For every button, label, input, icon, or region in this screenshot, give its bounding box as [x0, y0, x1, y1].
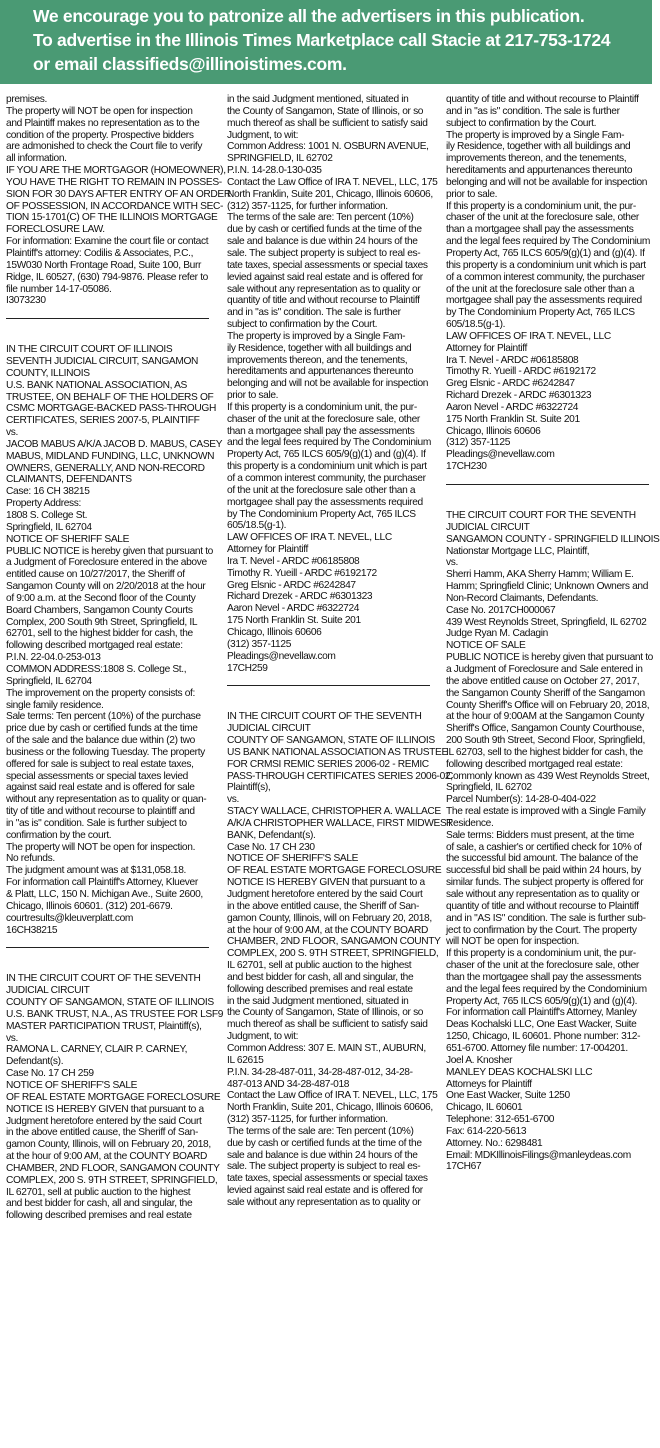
- notice-line: ily Residence, together with all buildings and: [227, 342, 412, 354]
- notice-line: of sale, a cashier's or certified check for 10% of: [446, 841, 642, 853]
- notice-line: Parcel Number(s): 14-28-0-404-022: [446, 794, 596, 806]
- notice-line: condition of the property. Prospective bidders: [6, 129, 194, 141]
- notice-line: A/K/A CHRISTOPHER WALLACE, FIRST MIDWEST: [227, 817, 453, 829]
- notice-line: COMPLEX, 200 S. 9TH STREET, SPRINGFIELD,: [6, 1174, 218, 1186]
- notice-line: U.S. BANK NATIONAL ASSOCIATION, AS: [6, 379, 187, 391]
- notice-line: sale without any representation as to quality or: [227, 283, 421, 295]
- notice-line: PUBLIC NOTICE is hereby given that pursuant to: [6, 545, 213, 557]
- notice-line: COUNTY OF SANGAMON, STATE OF ILLINOIS: [6, 997, 214, 1009]
- notice-line: of a common interest community, the purchaser: [227, 473, 426, 484]
- notice-line: levied against said real estate and is offered for: [227, 271, 423, 283]
- notice-line: of 9:00 a.m. at the Second floor of the County: [6, 592, 196, 604]
- notice-line: Defendant(s).: [6, 1056, 64, 1068]
- notice-line: Judgment heretofore entered by the said Court: [6, 1115, 202, 1127]
- notice-line: OWNERS, GENERALLY, AND NON-RECORD: [6, 462, 205, 474]
- notice-line: U.S. BANK TRUST, N.A., AS TRUSTEE FOR LSF9: [6, 1008, 224, 1020]
- notice-line: Plaintiff(s),: [227, 782, 271, 794]
- notice-line: Ira T. Nevel - ARDC #06185808: [446, 354, 579, 366]
- notice-line: Attorneys for Plaintiff: [446, 1078, 532, 1090]
- notice-line: hereditaments and appurtenances thereunto: [227, 366, 414, 378]
- banner-line: or email classifieds@illinoistimes.com.: [33, 54, 347, 74]
- notice-line: sale without any representation as to quality or: [227, 1196, 421, 1208]
- notice-line: a Judgment of Foreclosure entered in the above: [6, 557, 207, 569]
- notice-line: Residence.: [446, 817, 494, 829]
- notice-line: Timothy R. Yueill - ARDC #6192172: [446, 366, 596, 378]
- notice-line: Non-Record Claimants, Defendants.: [446, 592, 599, 604]
- notice-line: The judgment amount was at $131,058.18.: [6, 865, 187, 877]
- notice-line: & Platt, LLC, 150 N. Michigan Ave., Suite 2600,: [6, 889, 203, 900]
- notice-line: JACOB MABUS A/K/A JACOB D. MABUS, CASEY: [6, 438, 223, 450]
- notice-line: due by cash or certified funds at the time of the: [227, 1137, 422, 1149]
- notice-line: tate taxes, special assessments or special taxes: [227, 259, 428, 271]
- notice-line: No refunds.: [6, 853, 55, 865]
- notice-line: RAMONA L. CARNEY, CLAIR P. CARNEY,: [6, 1044, 188, 1056]
- notice-line: SPRINGFIELD, IL 62702: [227, 153, 333, 165]
- notice-line: following described premises and real estate: [227, 983, 413, 995]
- notice-line: will NOT be open for inspection.: [446, 936, 580, 948]
- notice-line: chaser of the unit at the foreclosure sale, other: [227, 413, 420, 425]
- notice-line: confirmation by the court.: [6, 829, 112, 841]
- notice-line: without any representation as to quality or quan-: [6, 794, 207, 806]
- notice-line: single family residence.: [6, 699, 104, 711]
- notice-line: against said real estate and is offered for sale: [6, 782, 195, 794]
- notice-line: than a mortgagee shall pay the assessments: [446, 224, 634, 236]
- notice-line: vs.: [6, 427, 18, 439]
- notice-line: IN THE CIRCUIT COURT OF THE SEVENTH: [6, 973, 201, 985]
- column-1: [6, 94, 231, 1448]
- notice-line: belonging and will not be available for inspection: [227, 378, 429, 390]
- notice-line: 200 South 9th Street, Second Floor, Springfield,: [446, 735, 645, 747]
- notice-line: gamon County, Illinois, will on February 20, 2018,: [6, 1139, 211, 1151]
- notice-line: Chicago, Illinois 60601. (312) 201-6679.: [6, 900, 173, 912]
- notice-line: OF REAL ESTATE MORTGAGE FORECLOSURE: [6, 1091, 221, 1103]
- notice-line: Chicago, Illinois 60606: [446, 425, 541, 437]
- notice-line: than the mortgagee shall pay the assessments: [446, 971, 642, 983]
- notice-line: Email: MDKIllinoisFilings@manleydeas.com: [446, 1149, 631, 1161]
- notice-line: price due by cash or certified funds at the time: [6, 723, 198, 735]
- notice-line: the above entitled cause on October 27, 2017,: [446, 675, 640, 687]
- notice-line: Fax: 614-220-5613: [446, 1125, 527, 1137]
- notice-line: Deas Kochalski LLC, One East Wacker, Suite: [446, 1019, 637, 1031]
- notice-line: mortgagee shall pay the assessments required: [446, 295, 642, 307]
- notice-line: chaser of the unit at the foreclosure sale, other: [446, 212, 639, 224]
- notice-line: and Plaintiff makes no representation as to the: [6, 117, 200, 129]
- notice-line: PASS-THROUGH CERTIFICATES SERIES 2006-02,: [227, 770, 453, 782]
- notice-line: of the unit at the foreclosure sale other than a: [446, 283, 635, 295]
- notice-line: 17CH230: [446, 461, 487, 473]
- notice-line: TRUSTEE, ON BEHALF OF THE HOLDERS OF: [6, 391, 214, 403]
- notice-line: belonging and will not be available for inspection: [446, 176, 648, 188]
- legal-notice: [6, 344, 223, 936]
- notice-line: in the said Judgment mentioned, situated in: [227, 94, 409, 105]
- notice-line: One East Wacker, Suite 1250: [446, 1090, 570, 1102]
- notice-line: IN THE CIRCUIT COURT OF ILLINOIS: [6, 344, 173, 356]
- notice-line: IN THE CIRCUIT COURT OF THE SEVENTH: [227, 711, 422, 723]
- notice-line: in the above entitled cause, the Sheriff of San-: [227, 900, 419, 912]
- notice-line: 17CH259: [227, 662, 268, 674]
- notice-line: ily Residence, together with all buildings and: [446, 141, 631, 153]
- notice-line: Board Chambers, Sangamon County Courts: [6, 604, 193, 616]
- notice-line: Pleadings@nevellaw.com: [446, 449, 555, 461]
- notice-line: 16CH38215: [6, 924, 58, 936]
- notice-line: by The Condominium Property Act, 765 ILCS: [227, 508, 416, 520]
- notice-line: successful bid shall be paid within 24 hours, by: [446, 865, 641, 877]
- notice-line: Nationstar Mortgage LLC, Plaintiff,: [446, 545, 590, 557]
- notice-line: The property will NOT be open for inspection.: [6, 841, 196, 853]
- legal-notice: [446, 94, 649, 473]
- notice-line: IL 62701, sell at public auction to the highest: [6, 1186, 191, 1198]
- notice-line: Springfield, IL 62702: [446, 782, 532, 794]
- notice-line: vs.: [446, 557, 458, 569]
- notice-line: 175 North Franklin St. Suite 201: [446, 413, 580, 425]
- notice-line: NOTICE IS HEREBY GIVEN that pursuant to a: [6, 1103, 204, 1115]
- notice-line: this property is a condominium unit which is part: [446, 259, 646, 271]
- notice-line: Case No. 17 CH 259: [6, 1068, 94, 1080]
- notice-line: Plaintiff's attorney: Codilis & Associates, P.C.,: [6, 247, 194, 259]
- notice-line: business or the following Tuesday. The property: [6, 746, 205, 758]
- notice-line: Richard Drezek - ARDC #6301323: [446, 390, 592, 402]
- notice-line: JUDICIAL CIRCUIT: [446, 521, 530, 533]
- notice-line: this property is a condominium unit which is part: [227, 461, 427, 473]
- notice-line: 605/18.5(g-1).: [227, 520, 287, 532]
- notice-line: MASTER PARTICIPATION TRUST, Plaintiff(s),: [6, 1020, 202, 1032]
- notice-line: Commonly known as 439 West Reynolds Street,: [446, 770, 650, 782]
- notice-divider: [6, 947, 209, 948]
- notice-line: For information call Plaintiff's Attorney, Kluever: [6, 877, 198, 889]
- notice-line: tity of title and without recourse to plaintiff and: [6, 806, 195, 818]
- notice-line: SANGAMON COUNTY - SPRINGFIELD ILLINOIS: [446, 533, 660, 545]
- notice-line: the County of Sangamon, State of Illinois, or so: [227, 1007, 424, 1019]
- notice-line: Greg Elsnic - ARDC #6242847: [227, 579, 356, 591]
- notice-line: The property will NOT be open for inspection: [6, 105, 193, 117]
- notice-line: similar funds. The subject property is offered for: [446, 877, 644, 889]
- notice-line: quantity of title and without recourse to Plaintiff: [446, 94, 639, 105]
- notice-line: NOTICE OF SHERIFF SALE: [6, 533, 130, 545]
- notice-line: offered for sale is subject to real estate taxes,: [6, 758, 194, 770]
- legal-notice: [446, 510, 660, 1173]
- notice-line: courtresults@kleuverplatt.com: [6, 912, 134, 924]
- notice-line: ject to confirmation by the Court. The property: [446, 924, 637, 936]
- notice-line: in the above entitled cause, the Sheriff of San-: [6, 1127, 198, 1139]
- notice-line: FOR CRMSI REMIC SERIES 2006-02 - REMIC: [227, 758, 429, 770]
- notice-line: Telephone: 312-651-6700: [446, 1114, 555, 1126]
- notice-line: IL 62615: [227, 1054, 264, 1066]
- notice-line: (312) 357-1125: [446, 437, 511, 449]
- notice-line: the Sangamon County Sheriff of the Sangamon: [446, 687, 645, 699]
- notice-line: US BANK NATIONAL ASSOCIATION AS TRUSTEE: [227, 746, 448, 758]
- notice-line: Property Act, 765 ILCS 605/9(g)(1) and (g)(4).: [446, 995, 638, 1007]
- notice-line: TION 15-1701(C) OF THE ILLINOIS MORTGAGE: [6, 212, 218, 224]
- notice-line: Aaron Nevel - ARDC #6322724: [227, 603, 360, 615]
- notice-line: Ridge, IL 60527, (630) 794-9876. Please refer to: [6, 271, 208, 283]
- notice-line: 439 West Reynolds Street, Springfield, IL 62702: [446, 616, 647, 628]
- notice-line: 15W030 North Frontage Road, Suite 100, Burr: [6, 259, 202, 271]
- notice-line: sale. The subject property is subject to real es-: [227, 247, 421, 259]
- notice-line: Chicago, IL 60601: [446, 1102, 523, 1114]
- notice-line: and in "as is" condition. The sale is further: [227, 307, 401, 319]
- notice-line: The terms of the sale are: Ten percent (10%): [227, 212, 414, 224]
- notice-line: Common Address: 1001 N. OSBURN AVENUE,: [227, 141, 429, 153]
- notice-line: STACY WALLACE, CHRISTOPHER A. WALLACE: [227, 806, 441, 818]
- notice-line: prior to sale.: [227, 390, 279, 402]
- notice-line: Judge Ryan M. Cadagin: [446, 628, 548, 640]
- notice-line: in "as is" condition. Sale is further subject to: [6, 817, 187, 829]
- notice-line: prior to sale.: [446, 188, 498, 200]
- notice-line: sale. The subject property is subject to real es-: [227, 1161, 421, 1173]
- notice-line: 487-013 AND 34-28-487-018: [227, 1078, 350, 1090]
- notice-line: Property Address:: [6, 498, 82, 510]
- notice-line: Judgment, to wit:: [227, 1031, 299, 1043]
- notice-line: SION FOR 30 DAYS AFTER ENTRY OF AN ORDER: [6, 188, 231, 200]
- notice-line: entitled cause on 10/27/2017, the Sheriff of: [6, 569, 185, 581]
- notice-line: Timothy R. Yueill - ARDC #6192172: [227, 567, 377, 579]
- legal-notice: [6, 94, 231, 307]
- notice-line: North Franklin, Suite 201, Chicago, Illinois 60606,: [227, 188, 433, 200]
- notice-line: sale without any representation as to quality or: [446, 889, 640, 900]
- legal-notice: [227, 711, 453, 1208]
- notice-line: THE CIRCUIT COURT FOR THE SEVENTH: [446, 510, 636, 521]
- notice-line: than a mortgagee shall pay the assessments: [227, 425, 415, 437]
- notice-line: IL 62703, sell to the highest bidder for cash, the: [446, 746, 643, 758]
- notice-line: Attorney. No.: 6298481: [446, 1137, 543, 1149]
- notice-line: Complex, 200 South 9th Street, Springfield, IL: [6, 616, 198, 628]
- notice-line: vs.: [227, 794, 239, 806]
- notice-line: subject to confirmation by the Court.: [227, 319, 378, 331]
- notice-line: and the legal fees required by the Condominium: [446, 983, 647, 995]
- notice-line: (312) 357-1125: [227, 638, 292, 650]
- notice-line: following described mortgaged real estate:: [6, 640, 183, 652]
- notice-line: Greg Elsnic - ARDC #6242847: [446, 378, 575, 390]
- notice-line: by The Condominium Property Act, 765 ILCS: [446, 307, 635, 319]
- notice-line: COUNTY OF SANGAMON, STATE OF ILLINOIS: [227, 735, 435, 747]
- notice-line: and best bidder for cash, all and singular, the: [6, 1198, 193, 1210]
- notice-line: OF POSSESSION, IN ACCORDANCE WITH SEC-: [6, 200, 224, 212]
- notice-line: Case No. 17 CH 230: [227, 841, 315, 853]
- notice-line: P.I.N. 22-04.0-253-013: [6, 652, 101, 664]
- notice-line: sale and balance is due within 24 hours of the: [227, 236, 418, 248]
- notice-line: special assessments or special taxes levied: [6, 770, 188, 782]
- notice-line: If this property is a condominium unit, the pur-: [446, 200, 636, 212]
- notice-divider: [446, 484, 649, 485]
- notice-line: a Judgment of Foreclosure and Sale entered in: [446, 663, 643, 675]
- notice-line: of the unit at the foreclosure sale other than a: [227, 484, 416, 496]
- notice-line: County Sheriff's Office will on February 20, 2018,: [446, 699, 650, 711]
- notice-line: in the said Judgment mentioned, situated in: [227, 995, 409, 1007]
- notice-line: The terms of the sale are: Ten percent (10%): [227, 1125, 414, 1137]
- column-3: [446, 94, 660, 1448]
- notice-line: Contact the Law Office of IRA T. NEVEL, LLC, 175: [227, 176, 438, 188]
- notice-line: 17CH67: [446, 1161, 482, 1173]
- notice-line: The real estate is improved with a Single Family: [446, 806, 646, 818]
- notice-line: North Franklin, Suite 201, Chicago, Illinois 60606,: [227, 1102, 433, 1114]
- notice-line: following described mortgaged real estate:: [446, 758, 623, 770]
- notice-line: levied against said real estate and is offered for: [227, 1185, 423, 1197]
- notice-line: The property is improved by a Single Fam-: [446, 129, 625, 141]
- advertiser-banner: [0, 0, 652, 84]
- notice-line: LAW OFFICES OF IRA T. NEVEL, LLC: [227, 532, 392, 544]
- notice-line: mortgagee shall pay the assessments required: [227, 496, 423, 508]
- notice-line: Richard Drezek - ARDC #6301323: [227, 591, 373, 603]
- notice-line: MANLEY DEAS KOCHALSKI LLC: [446, 1066, 593, 1078]
- notice-line: PUBLIC NOTICE is hereby given that pursuant to: [446, 652, 653, 664]
- notice-line: due by cash or certified funds at the time of the: [227, 224, 422, 236]
- notice-line: IL 62701, sell at public auction to the highest: [227, 960, 412, 972]
- notice-line: For information call Plaintiff's Attorney, Manley: [446, 1007, 637, 1019]
- notice-line: MABUS, MIDLAND FUNDING, LLC, UNKNOWN: [6, 450, 215, 462]
- legal-notice: [227, 94, 438, 674]
- notice-line: I3073230: [6, 295, 46, 307]
- notice-line: YOU HAVE THE RIGHT TO REMAIN IN POSSES-: [6, 176, 222, 188]
- notice-line: COMPLEX, 200 S. 9TH STREET, SPRINGFIELD,: [227, 948, 439, 960]
- notice-line: gamon County, Illinois, will on February 20, 2018,: [227, 912, 432, 924]
- notice-line: CHAMBER, 2ND FLOOR, SANGAMON COUNTY: [227, 936, 441, 948]
- notice-line: Aaron Nevel - ARDC #6322724: [446, 401, 579, 413]
- notice-line: 1250, Chicago, IL 60601. Phone number: 312-: [446, 1031, 641, 1043]
- notice-line: sale and balance is due within 24 hours of the: [227, 1149, 418, 1161]
- notice-line: SEVENTH JUDICIAL CIRCUIT, SANGAMON: [6, 356, 199, 368]
- notice-line: Case: 16 CH 38215: [6, 486, 90, 498]
- notice-line: Springfield, IL 62704: [6, 675, 92, 687]
- notice-line: all information.: [6, 153, 67, 165]
- notice-line: 62701, sell to the highest bidder for cash, the: [6, 628, 193, 640]
- notice-line: quantity of title and without recourse to Plaintiff: [227, 295, 420, 307]
- notice-line: Property Act, 765 ILCS 605/9(g)(1) and (g)(4). If: [446, 247, 645, 259]
- notice-line: 175 North Franklin St. Suite 201: [227, 615, 361, 627]
- notice-line: FORECLOSURE LAW.: [6, 224, 105, 236]
- notice-line: chaser of the unit at the foreclosure sale, other: [446, 960, 639, 972]
- notice-line: premises.: [6, 94, 48, 105]
- notice-line: CERTIFICATES, SERIES 2007-5, PLAINTIFF: [6, 415, 200, 427]
- notice-line: and in "AS IS" condition. The sale is further sub-: [446, 912, 646, 924]
- notice-line: COMMON ADDRESS:1808 S. College St.,: [6, 663, 187, 675]
- notice-line: IF YOU ARE THE MORTGAGOR (HOMEOWNER),: [6, 165, 226, 177]
- notice-line: hereditaments and appurtenances thereunto: [446, 165, 633, 177]
- notice-line: improvements thereon, and the tenements,: [227, 354, 408, 366]
- legal-notice: [6, 973, 224, 1222]
- notice-line: Hamm; Springfield Clinic; Unknown Owners and: [446, 581, 649, 593]
- notice-line: Attorney for Plaintiff: [446, 342, 528, 354]
- notice-line: 605/18.5(g-1).: [446, 319, 506, 331]
- notice-line: NOTICE IS HEREBY GIVEN that pursuant to a: [227, 877, 425, 889]
- notice-line: Springfield, IL 62704: [6, 521, 92, 533]
- notice-line: Sale terms: Bidders must present, at the time: [446, 829, 635, 841]
- notice-line: If this property is a condominium unit, the pur-: [446, 948, 636, 960]
- notice-line: and in "as is" condition. The sale is further: [446, 105, 620, 117]
- notice-line: Case No. 2017CH000067: [446, 604, 556, 616]
- notice-line: of a common interest community, the purchaser: [446, 271, 645, 283]
- notice-line: at the hour of 9:00AM at the Sangamon County: [446, 711, 645, 723]
- notice-line: at the hour of 9:00 AM, at the COUNTY BOARD: [227, 924, 429, 936]
- notice-line: Ira T. Nevel - ARDC #06185808: [227, 555, 360, 567]
- notice-line: much thereof as shall be sufficient to satisfy said: [227, 117, 428, 129]
- notice-line: (312) 357-1125, for further information.: [227, 1114, 388, 1126]
- notice-line: JUDICIAL CIRCUIT: [6, 985, 90, 997]
- notice-line: quantity of title and without recourse to Plaintiff: [446, 900, 639, 912]
- notice-line: CHAMBER, 2ND FLOOR, SANGAMON COUNTY: [6, 1162, 220, 1174]
- notice-line: The property is improved by a Single Fam-: [227, 330, 406, 342]
- banner-line: To advertise in the Illinois Times Marketplace call Stacie at 217-753-1724: [33, 30, 611, 50]
- notice-line: Sheriff's Office, Sangamon County Courthouse,: [446, 723, 645, 735]
- notice-line: LAW OFFICES OF IRA T. NEVEL, LLC: [446, 330, 611, 342]
- notice-line: and the legal fees required by The Condominium: [446, 236, 651, 248]
- notice-line: P.I.N. 14-28.0-130-035: [227, 165, 322, 177]
- notice-line: The improvement on the property consists of:: [6, 687, 196, 699]
- notice-line: are admonished to check the Court file to verify: [6, 141, 203, 153]
- notice-line: CLAIMANTS, DEFENDANTS: [6, 474, 132, 486]
- notice-line: and best bidder for cash, all and singular, the: [227, 971, 414, 983]
- notice-line: following described premises and real estate: [6, 1210, 192, 1222]
- notice-line: JUDICIAL CIRCUIT: [227, 723, 311, 735]
- notice-line: 1808 S. College St.: [6, 510, 88, 521]
- notice-line: P.I.N. 34-28-487-011, 34-28-487-012, 34-28-: [227, 1066, 413, 1078]
- column-2: [227, 94, 453, 1448]
- notice-line: Pleadings@nevellaw.com: [227, 650, 336, 662]
- notice-line: For information: Examine the court file or contact: [6, 236, 209, 248]
- notice-line: tate taxes, special assessments or special taxes: [227, 1173, 428, 1185]
- notice-line: Attorney for Plaintiff: [227, 544, 309, 556]
- banner-line: We encourage you to patronize all the advertisers in this publication.: [33, 6, 585, 26]
- notice-line: COUNTY, ILLINOIS: [6, 367, 90, 379]
- notice-line: OF REAL ESTATE MORTGAGE FORECLOSURE: [227, 865, 442, 877]
- notice-line: Common Address: 307 E. MAIN ST., AUBURN,: [227, 1042, 426, 1054]
- notice-line: CSMC MORTGAGE-BACKED PASS-THROUGH: [6, 403, 216, 415]
- notice-line: subject to confirmation by the Court.: [446, 117, 597, 129]
- notice-line: vs.: [6, 1032, 18, 1044]
- notice-divider: [6, 318, 209, 319]
- notice-divider: [227, 685, 430, 686]
- notice-line: much thereof as shall be sufficient to satisfy said: [227, 1019, 428, 1031]
- notice-line: improvements thereon, and the tenements,: [446, 153, 627, 165]
- notice-line: file number 14-17-05086.: [6, 283, 112, 295]
- notice-line: If this property is a condominium unit, the pur-: [227, 401, 417, 413]
- notice-line: Joel A. Knosher: [446, 1054, 513, 1066]
- notice-line: BANK, Defendant(s).: [227, 829, 316, 841]
- notice-line: and the legal fees required by The Condominium: [227, 437, 432, 449]
- notice-line: Judgment, to wit:: [227, 129, 299, 141]
- notice-line: Sangamon County will on 2/20/2018 at the hour: [6, 581, 206, 593]
- notice-line: NOTICE OF SHERIFF'S SALE: [227, 853, 359, 865]
- notice-line: Sale terms: Ten percent (10%) of the purchase: [6, 711, 201, 723]
- notice-line: the successful bid amount. The balance of the: [446, 853, 638, 865]
- notice-line: NOTICE OF SALE: [446, 640, 526, 652]
- notice-line: NOTICE OF SHERIFF'S SALE: [6, 1079, 138, 1091]
- notice-line: (312) 357-1125, for further information.: [227, 200, 388, 212]
- notice-line: Chicago, Illinois 60606: [227, 626, 322, 638]
- notice-line: Sherri Hamm, AKA Sherry Hamm; William E.: [446, 569, 634, 581]
- notice-line: Judgment heretofore entered by the said Court: [227, 889, 423, 900]
- notice-line: Contact the Law Office of IRA T. NEVEL, LLC, 175: [227, 1090, 438, 1102]
- notice-line: the County of Sangamon, State of Illinois, or so: [227, 105, 424, 117]
- notice-line: at the hour of 9:00 AM, at the COUNTY BOARD: [6, 1151, 208, 1163]
- notice-line: Property Act, 765 ILCS 605/9(g)(1) and (g)(4). If: [227, 449, 426, 461]
- notice-line: 651-6700. Attorney file number: 17-004201.: [446, 1042, 628, 1054]
- notice-line: of the sale and the balance due within (2) two: [6, 735, 195, 747]
